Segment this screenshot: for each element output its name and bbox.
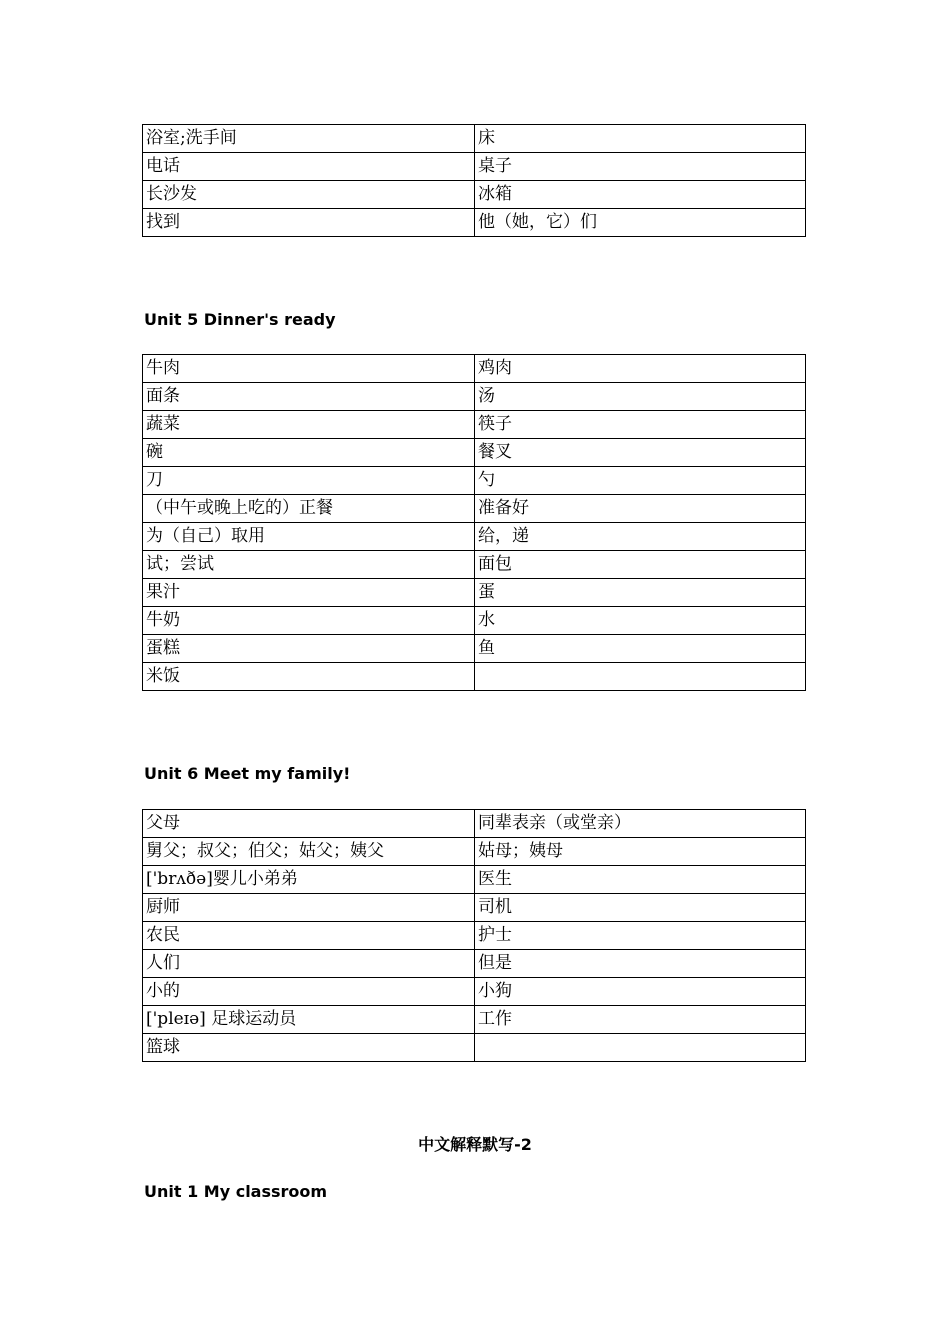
table-cell: 长沙发 xyxy=(143,181,475,209)
table-cell: 工作 xyxy=(475,1006,806,1034)
table-cell: 厨师 xyxy=(143,894,475,922)
unit5-heading: Unit 5 Dinner's ready xyxy=(144,310,336,329)
table-cell: 餐叉 xyxy=(475,439,806,467)
table-cell: ['brʌðə]婴儿小弟弟 xyxy=(143,866,475,894)
table-cell: 护士 xyxy=(475,922,806,950)
table-row xyxy=(143,383,806,411)
table-row xyxy=(143,922,806,950)
table-cell: 试；尝试 xyxy=(143,551,475,579)
table-row xyxy=(143,153,806,181)
table-cell: 勺 xyxy=(475,467,806,495)
table-cell: 父母 xyxy=(143,810,475,838)
table-cell: 同辈表亲（或堂亲） xyxy=(475,810,806,838)
table-cell: 面条 xyxy=(143,383,475,411)
table-row xyxy=(143,355,806,383)
table-row xyxy=(143,1006,806,1034)
table-row xyxy=(143,838,806,866)
table-cell: 舅父；叔父；伯父；姑父；姨父 xyxy=(143,838,475,866)
table-cell: 给，递 xyxy=(475,523,806,551)
table-cell: 冰箱 xyxy=(475,181,806,209)
table-row xyxy=(143,607,806,635)
table-cell: ['pleɪə] 足球运动员 xyxy=(143,1006,475,1034)
table-cell: 汤 xyxy=(475,383,806,411)
table-row xyxy=(143,467,806,495)
table-row xyxy=(143,125,806,153)
table-cell: 农民 xyxy=(143,922,475,950)
table-cell: 鱼 xyxy=(475,635,806,663)
vocab-table-unit6 xyxy=(142,809,806,1062)
table-row xyxy=(143,181,806,209)
table-cell: 准备好 xyxy=(475,495,806,523)
table-row xyxy=(143,523,806,551)
table-row xyxy=(143,439,806,467)
table-cell: 找到 xyxy=(143,209,475,237)
table-cell: 牛肉 xyxy=(143,355,475,383)
table-row xyxy=(143,1034,806,1062)
table-cell: 蛋糕 xyxy=(143,635,475,663)
table-cell: 米饭 xyxy=(143,663,475,691)
table-row xyxy=(143,950,806,978)
table-cell: 碗 xyxy=(143,439,475,467)
table-cell: 电话 xyxy=(143,153,475,181)
table-cell: 姑母；姨母 xyxy=(475,838,806,866)
table-cell xyxy=(475,1034,806,1062)
table-row xyxy=(143,495,806,523)
table-cell: （中午或晚上吃的）正餐 xyxy=(143,495,475,523)
table-row xyxy=(143,810,806,838)
table-cell: 浴室;洗手间 xyxy=(143,125,475,153)
table-cell: 篮球 xyxy=(143,1034,475,1062)
table-cell: 牛奶 xyxy=(143,607,475,635)
table-cell: 蔬菜 xyxy=(143,411,475,439)
table-cell: 他（她，它）们 xyxy=(475,209,806,237)
table-row xyxy=(143,978,806,1006)
table-row xyxy=(143,894,806,922)
table-row xyxy=(143,411,806,439)
table-cell: 水 xyxy=(475,607,806,635)
table-cell: 果汁 xyxy=(143,579,475,607)
table-cell: 桌子 xyxy=(475,153,806,181)
table-row xyxy=(143,663,806,691)
table-cell: 小狗 xyxy=(475,978,806,1006)
vocab-table-unit5 xyxy=(142,354,806,691)
table-cell: 鸡肉 xyxy=(475,355,806,383)
unit1-heading: Unit 1 My classroom xyxy=(144,1182,328,1201)
table-row xyxy=(143,866,806,894)
table-cell: 司机 xyxy=(475,894,806,922)
table-cell: 但是 xyxy=(475,950,806,978)
table-cell: 筷子 xyxy=(475,411,806,439)
table-cell xyxy=(475,663,806,691)
table-cell: 医生 xyxy=(475,866,806,894)
unit6-heading: Unit 6 Meet my family! xyxy=(144,764,351,783)
table-row xyxy=(143,635,806,663)
table-cell: 床 xyxy=(475,125,806,153)
table-cell: 人们 xyxy=(143,950,475,978)
section-title: 中文解释默写-2 xyxy=(418,1135,532,1154)
table-row xyxy=(143,209,806,237)
table-cell: 小的 xyxy=(143,978,475,1006)
table-cell: 面包 xyxy=(475,551,806,579)
vocab-table-top xyxy=(142,124,806,237)
table-cell: 蛋 xyxy=(475,579,806,607)
table-cell: 刀 xyxy=(143,467,475,495)
table-row xyxy=(143,551,806,579)
table-row xyxy=(143,579,806,607)
table-cell: 为（自己）取用 xyxy=(143,523,475,551)
